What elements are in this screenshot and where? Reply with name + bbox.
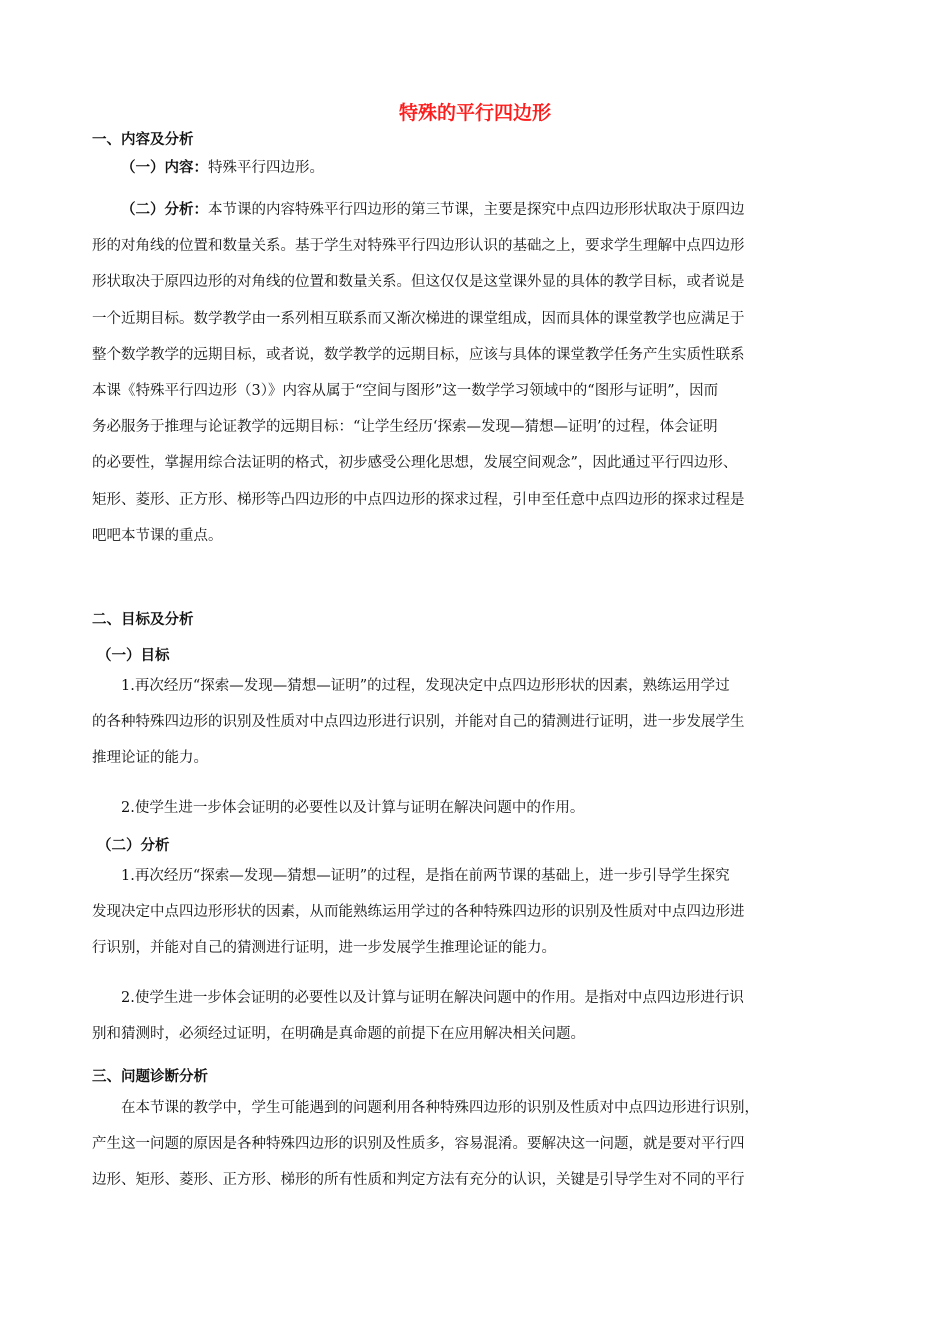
analysis-detail-line: 别和猜测时，必须经过证明，在明确是真命题的前提下在应用解决相关问题。 xyxy=(92,1026,585,1043)
goal-line: 的各种特殊四边形的识别及性质对中点四边形进行识别，并能对自己的猜测进行证明，进一步发展学生 xyxy=(92,714,745,731)
analysis-heading: （二）分析 xyxy=(97,838,170,854)
content-label: （一）内容： xyxy=(121,160,208,176)
page-title: 特殊的平行四边形 xyxy=(398,102,551,124)
analysis-line: 矩形、菱形、正方形、梯形等凸四边形的中点四边形的探求过程，引申至任意中点四边形的探求过程是 xyxy=(92,491,745,508)
goal-2-paragraph xyxy=(92,790,867,826)
section-1-heading: 一、内容及分析 xyxy=(92,132,194,148)
analysis-line: 务必服务于推理与论证教学的远期目标：“让学生经历‘探索—发现—猜想—证明’的过程，体会证明 xyxy=(92,419,718,436)
analysis-line: 吧吧本节课的重点。 xyxy=(92,527,223,544)
goal-heading: （一）目标 xyxy=(97,648,170,664)
goal-line: 推理论证的能力。 xyxy=(92,750,208,767)
problem-line: 在本节课的教学中，学生可能遇到的问题利用各种特殊四边形的识别及性质对中点四边形进行识别， xyxy=(121,1100,759,1116)
section-2-heading: 二、目标及分析 xyxy=(92,612,194,628)
analysis-paragraph xyxy=(92,192,867,554)
analysis-detail-line: 1.再次经历“探索—发现—猜想—证明”的过程，是指在前两节课的基础上，进一步引导学生探究 xyxy=(121,868,730,884)
analysis-detail-line: 发现决定中点四边形形状的因素，从而能熟练运用学过的各种特殊四边形的识别及性质对中点四边形进 xyxy=(92,904,745,921)
analysis-1-paragraph xyxy=(92,858,867,967)
goal-1-paragraph xyxy=(92,668,867,777)
problem-line: 边形、矩形、菱形、正方形、梯形的所有性质和判定方法有充分的认识，关键是引导学生对不同的平行 xyxy=(92,1172,745,1189)
section-3-heading: 三、问题诊断分析 xyxy=(92,1069,208,1085)
content-paragraph xyxy=(92,150,867,186)
analysis-detail-line: 行识别，并能对自己的猜测进行证明，进一步发展学生推理论证的能力。 xyxy=(92,940,556,957)
analysis-line: 形的对角线的位置和数量关系。基于学生对特殊平行四边形认识的基础之上，要求学生理解中点四边形 xyxy=(92,238,745,255)
analysis-2-paragraph xyxy=(92,980,867,1052)
content-text: 特殊平行四边形。 xyxy=(208,160,324,176)
analysis-line: 一个近期目标。数学教学由一系列相互联系而又渐次梯进的课堂组成，因而具体的课堂教学也应满足于 xyxy=(92,310,745,327)
analysis-line: 整个数学教学的远期目标，或者说，数学教学的远期目标，应该与具体的课堂教学任务产生实质性联系 xyxy=(92,346,745,363)
analysis-line: 形状取决于原四边形的对角线的位置和数量关系。但这仅仅是这堂课外显的具体的教学目标，或者说是 xyxy=(92,274,745,291)
analysis-line: 本课《特殊平行四边形（3）》内容从属于“空间与图形”这一数学学习领域中的“图形与证明”，因而 xyxy=(92,383,719,400)
problem-paragraph xyxy=(92,1090,867,1199)
goal-line: 2.使学生进一步体会证明的必要性以及计算与证明在解决问题中的作用。 xyxy=(121,800,585,816)
analysis-label: （二）分析： xyxy=(121,202,208,218)
goal-line: 1.再次经历“探索—发现—猜想—证明”的过程，发现决定中点四边形形状的因素，熟练运用学过 xyxy=(121,678,730,694)
analysis-line: （二）分析：本节课的内容特殊平行四边形的第三节课，主要是探究中点四边形形状取决于原四边 xyxy=(121,202,745,218)
problem-line: 产生这一问题的原因是各种特殊四边形的识别及性质多，容易混淆。要解决这一问题，就是要对平行四 xyxy=(92,1136,745,1153)
analysis-line: 的必要性，掌握用综合法证明的格式，初步感受公理化思想，发展空间观念”，因此通过平行四边形、 xyxy=(92,455,738,472)
analysis-detail-line: 2.使学生进一步体会证明的必要性以及计算与证明在解决问题中的作用。是指对中点四边形进行识 xyxy=(121,990,744,1006)
